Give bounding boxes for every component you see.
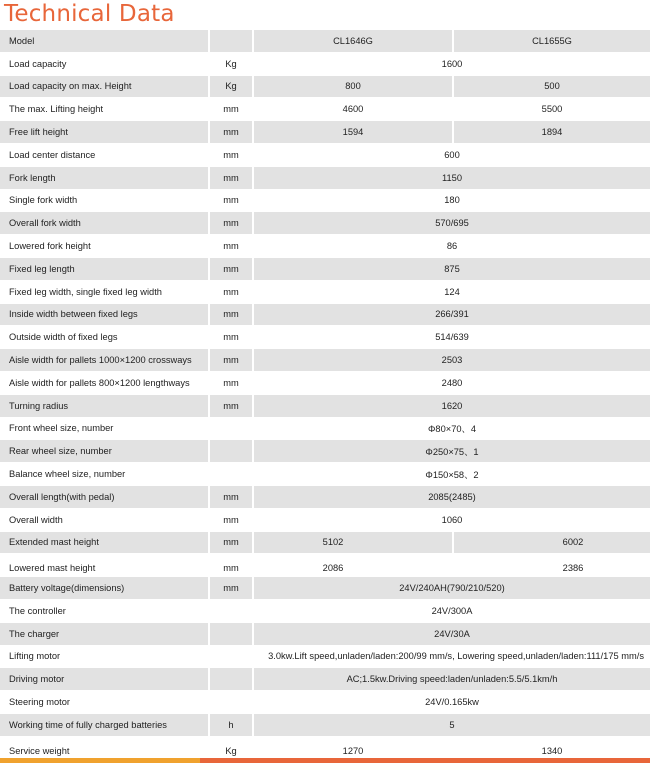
table-row xyxy=(0,144,650,167)
row-unit xyxy=(210,691,252,713)
row-value: 2480 xyxy=(441,377,463,388)
row-value: 2503 xyxy=(254,349,650,371)
table-row xyxy=(0,167,650,190)
row-value: Φ250×75、1 xyxy=(254,440,650,462)
table-row xyxy=(0,212,650,235)
row-unit: mm xyxy=(210,486,252,508)
row-label: Fork length xyxy=(0,167,208,189)
table-row xyxy=(0,30,650,53)
row-unit: mm xyxy=(223,514,239,525)
row-unit: mm xyxy=(210,349,252,371)
row-value-model-2: CL1655G xyxy=(454,30,650,52)
table-row xyxy=(0,98,650,121)
row-label: The charger xyxy=(0,623,208,645)
row-value: 266/391 xyxy=(254,304,650,326)
row-label: Service weight xyxy=(9,745,70,756)
row-value: 24V/30A xyxy=(254,623,650,645)
table-row xyxy=(0,76,650,99)
table-row xyxy=(0,326,650,349)
row-label: Overall length(with pedal) xyxy=(0,486,208,508)
row-unit: mm xyxy=(210,395,252,417)
row-unit: Kg xyxy=(210,76,252,98)
row-value: 514/639 xyxy=(435,332,469,343)
row-unit: mm xyxy=(223,286,239,297)
row-label: Extended mast height xyxy=(0,532,208,554)
table-row xyxy=(0,281,650,304)
row-label: Driving motor xyxy=(0,668,208,690)
row-label: Fixed leg length xyxy=(0,258,208,280)
table-row xyxy=(0,714,650,737)
row-unit xyxy=(210,418,252,440)
row-unit: mm xyxy=(223,332,239,343)
row-label: The max. Lifting height xyxy=(9,104,104,115)
table-row xyxy=(0,554,650,577)
row-value: 2085(2485) xyxy=(254,486,650,508)
row-unit xyxy=(210,600,252,622)
row-value-model-1: 1270 xyxy=(342,745,364,756)
table-row xyxy=(0,121,650,144)
row-unit: mm xyxy=(210,532,252,554)
row-label: Load center distance xyxy=(9,149,96,160)
row-unit: mm xyxy=(223,377,239,388)
footer-bar xyxy=(0,758,650,763)
row-unit xyxy=(210,463,252,485)
row-value-model-1: CL1646G xyxy=(254,30,452,52)
table-row xyxy=(0,304,650,327)
row-value: 600 xyxy=(444,149,460,160)
row-unit: mm xyxy=(210,212,252,234)
table-row xyxy=(0,395,650,418)
row-value-model-1: 1594 xyxy=(254,121,452,143)
row-unit: mm xyxy=(223,149,239,160)
table-row xyxy=(0,646,650,669)
row-unit: Kg xyxy=(225,58,237,69)
row-unit: mm xyxy=(210,304,252,326)
table-row xyxy=(0,532,650,555)
table-row xyxy=(0,258,650,281)
row-unit: mm xyxy=(223,241,239,252)
row-unit: mm xyxy=(223,563,239,574)
row-label: Model xyxy=(0,30,208,52)
row-value: 875 xyxy=(254,258,650,280)
table-row xyxy=(0,737,650,760)
row-label: The controller xyxy=(9,605,66,616)
row-value: 1060 xyxy=(441,514,463,525)
row-value-model-1: 4600 xyxy=(342,104,364,115)
table-row xyxy=(0,577,650,600)
row-value: 24V/0.165kw xyxy=(425,697,479,707)
row-unit: mm xyxy=(210,121,252,143)
row-unit: mm xyxy=(210,258,252,280)
footer-bar-left xyxy=(0,758,200,763)
table-row xyxy=(0,349,650,372)
spec-table xyxy=(0,30,650,760)
row-label: Free lift height xyxy=(0,121,208,143)
row-value: Φ150×58、2 xyxy=(425,470,479,481)
row-label: Fixed leg width, single fixed leg width xyxy=(9,286,162,297)
row-value: 1600 xyxy=(441,58,463,69)
row-label: Load capacity on max. Height xyxy=(0,76,208,98)
row-value-model-2: 500 xyxy=(454,76,650,98)
row-value: 1620 xyxy=(254,395,650,417)
row-unit xyxy=(210,440,252,462)
row-value-model-2: 1894 xyxy=(454,121,650,143)
row-label: Rear wheel size, number xyxy=(0,440,208,462)
row-label: Aisle width for pallets 800×1200 lengthways xyxy=(9,377,190,388)
row-unit: h xyxy=(210,714,252,736)
row-label: Overall fork width xyxy=(0,212,208,234)
table-row xyxy=(0,190,650,213)
row-label: Single fork width xyxy=(9,195,78,206)
table-row xyxy=(0,372,650,395)
table-row xyxy=(0,418,650,441)
row-value: 1150 xyxy=(254,167,650,189)
row-value-model-1: 800 xyxy=(254,76,452,98)
table-row xyxy=(0,486,650,509)
row-label: Battery voltage(dimensions) xyxy=(0,577,208,599)
row-label: Aisle width for pallets 1000×1200 crossways xyxy=(0,349,208,371)
row-unit: Kg xyxy=(225,745,237,756)
row-unit xyxy=(210,646,252,668)
table-row xyxy=(0,623,650,646)
row-unit xyxy=(210,30,252,52)
row-unit: mm xyxy=(223,104,239,115)
row-label: Working time of fully charged batteries xyxy=(0,714,208,736)
table-row xyxy=(0,600,650,623)
row-label: Inside width between fixed legs xyxy=(0,304,208,326)
row-value: AC;1.5kw.Driving speed:laden/unladen:5.5/5.1km/h xyxy=(254,668,650,690)
row-label: Overall width xyxy=(9,514,63,525)
page-title: Technical Data xyxy=(4,1,175,27)
row-label: Lifting motor xyxy=(9,651,61,662)
table-row xyxy=(0,509,650,532)
row-label: Outside width of fixed legs xyxy=(9,332,118,343)
row-value: 24V/300A xyxy=(431,605,473,616)
table-row xyxy=(0,235,650,258)
row-unit: mm xyxy=(210,167,252,189)
row-unit: mm xyxy=(210,577,252,599)
row-label: Steering motor xyxy=(9,697,70,707)
footer-bar-right xyxy=(200,758,650,763)
row-label: Turning radius xyxy=(0,395,208,417)
row-label: Lowered fork height xyxy=(9,241,91,252)
table-row xyxy=(0,691,650,714)
row-value: 86 xyxy=(446,241,458,252)
table-row xyxy=(0,53,650,76)
row-value-model-1: 5102 xyxy=(254,532,452,554)
row-unit xyxy=(210,668,252,690)
row-value: 570/695 xyxy=(254,212,650,234)
table-row xyxy=(0,440,650,463)
row-value: Φ80×70、4 xyxy=(428,424,476,435)
row-unit xyxy=(210,623,252,645)
row-value: 3.0kw.Lift speed,unladen/laden:200/99 mm/s, Lowering speed,unladen/laden:111/175 mm/s xyxy=(268,651,644,662)
row-value: 180 xyxy=(444,195,460,206)
row-label: Load capacity xyxy=(9,58,67,69)
row-label: Balance wheel size, number xyxy=(9,469,126,480)
row-value-model-2: 6002 xyxy=(454,532,650,554)
row-value-model-2: 1340 xyxy=(541,745,563,756)
row-value-model-2: 5500 xyxy=(541,104,563,115)
row-label: Lowered mast height xyxy=(9,563,96,574)
row-unit: mm xyxy=(223,195,239,206)
row-value: 24V/240AH(790/210/520) xyxy=(254,577,650,599)
table-row xyxy=(0,668,650,691)
row-value-model-1: 2086 xyxy=(322,563,344,574)
table-row xyxy=(0,463,650,486)
row-value-model-2: 2386 xyxy=(562,563,584,574)
row-label: Front wheel size, number xyxy=(9,423,114,434)
row-value: 124 xyxy=(444,286,460,297)
row-value: 5 xyxy=(254,714,650,736)
